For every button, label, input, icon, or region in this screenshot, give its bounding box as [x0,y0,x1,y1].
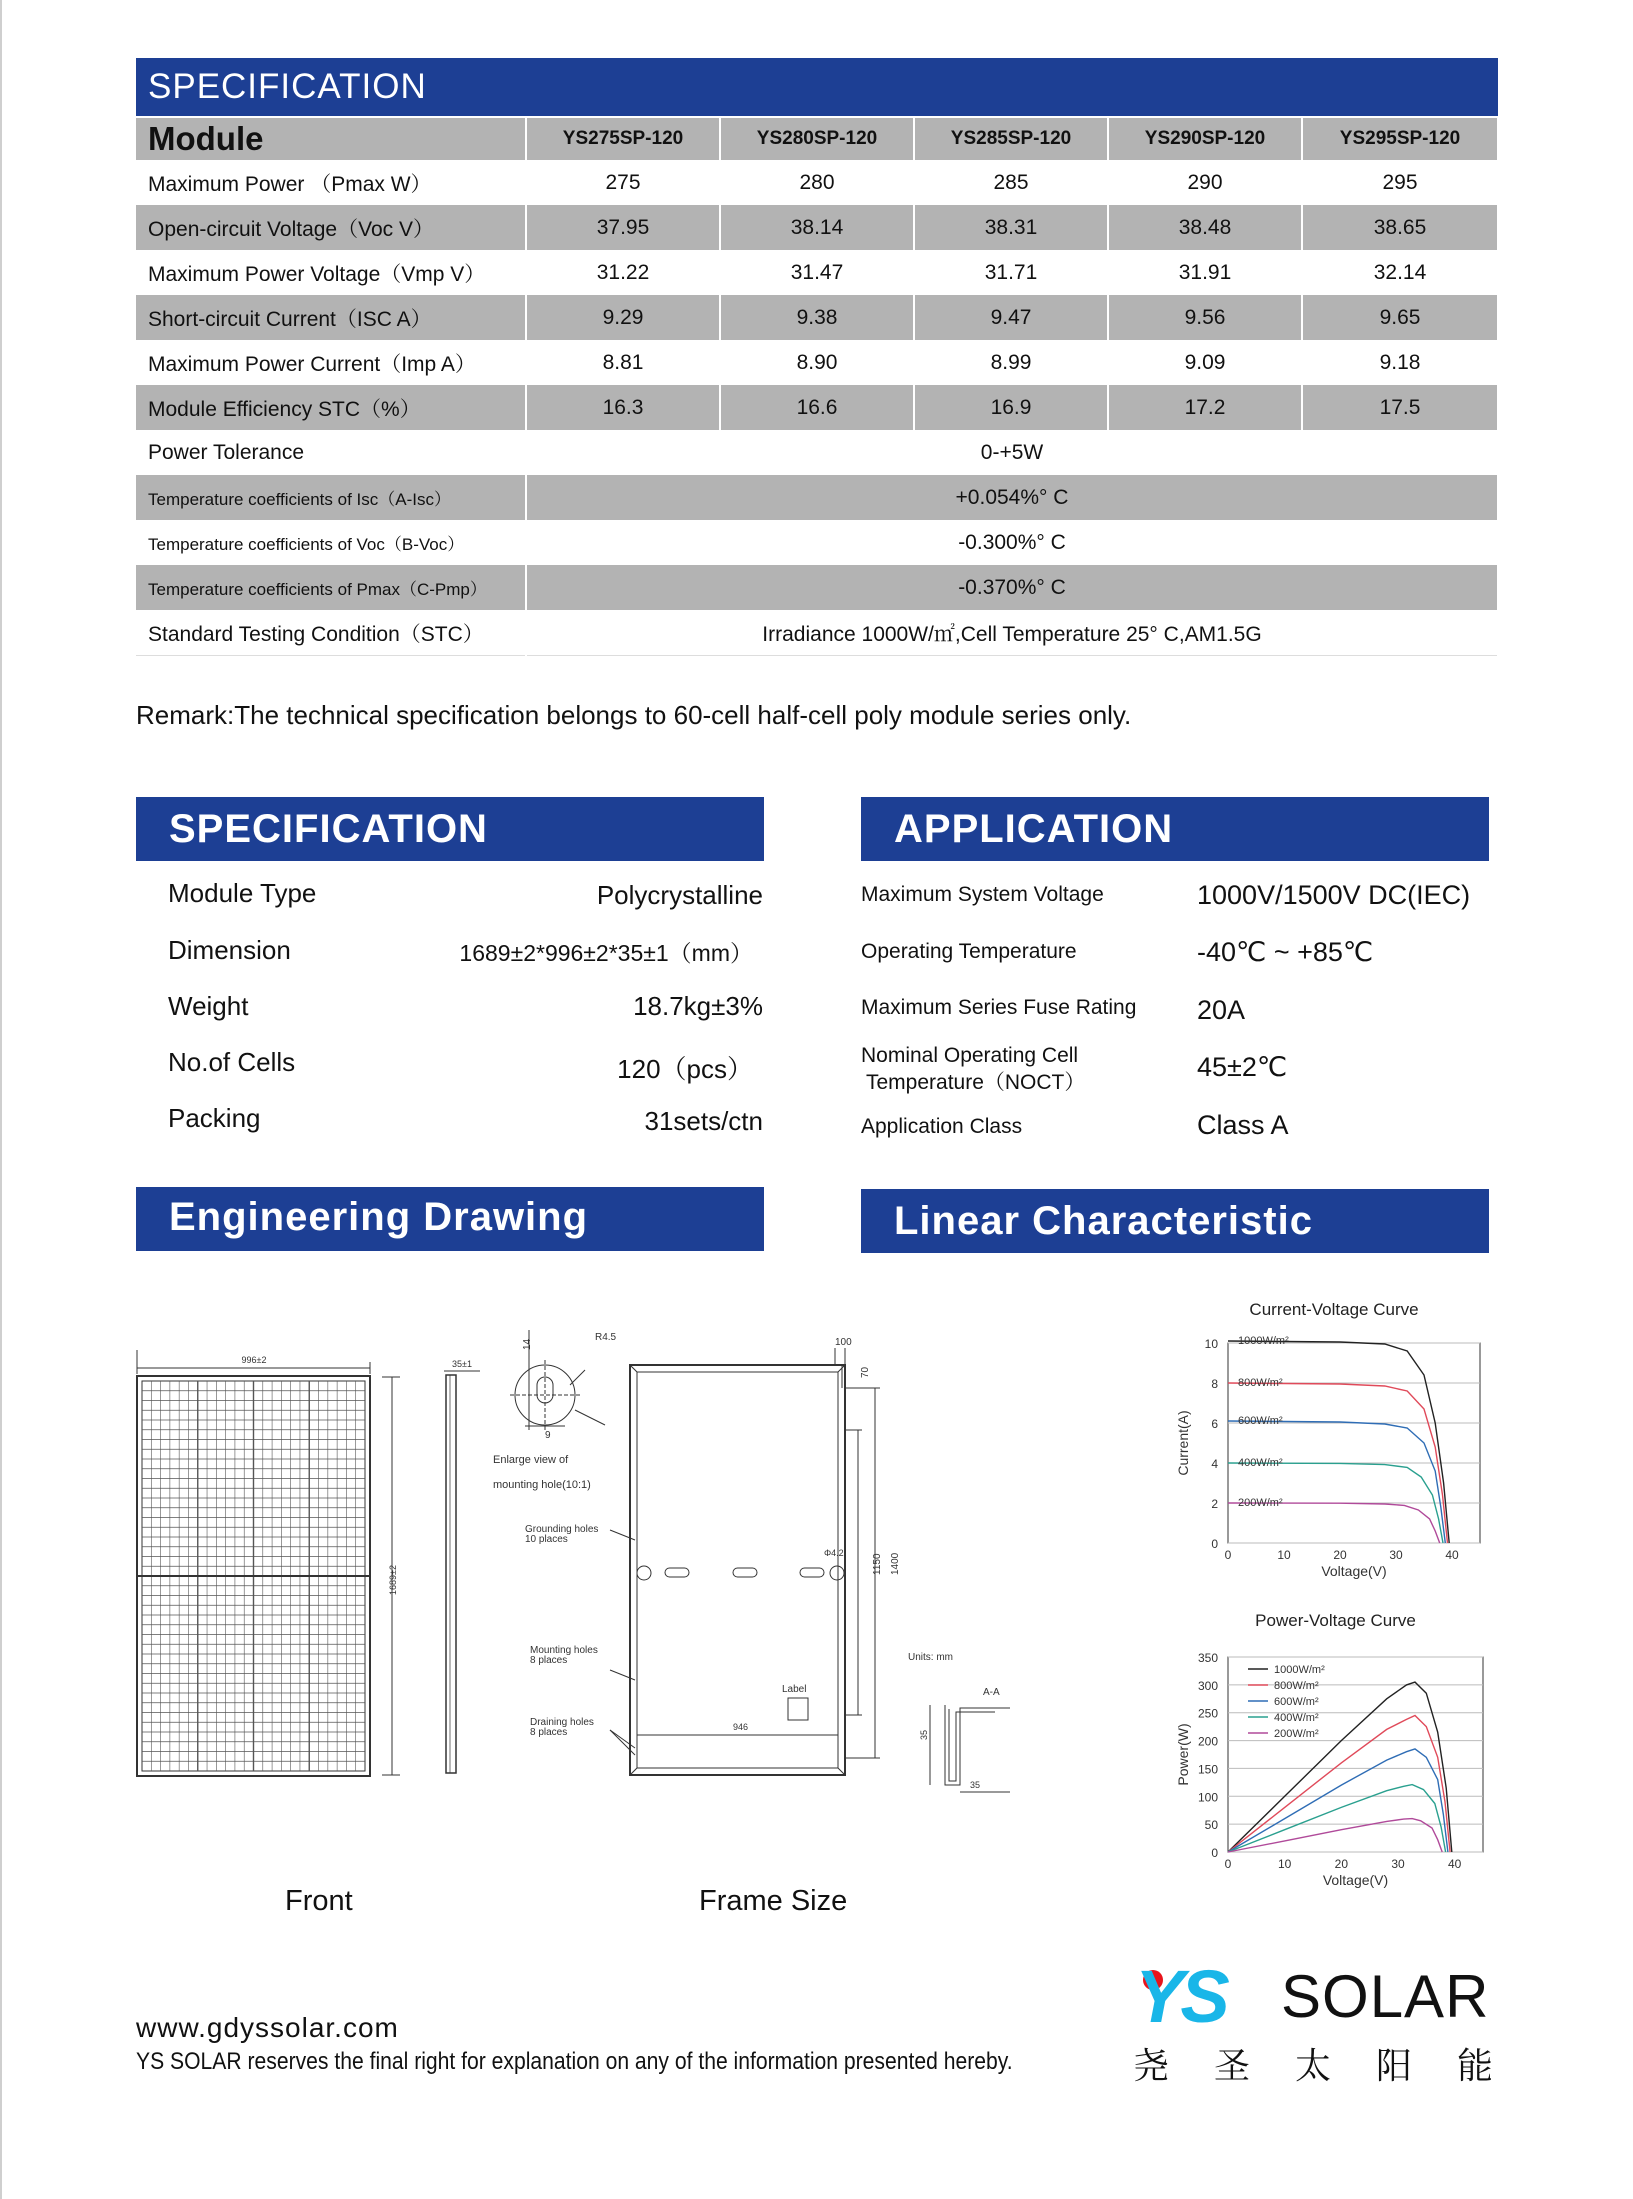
app-value-class: Class A [1197,1110,1289,1140]
cell-value: +0.054%° C [526,475,1498,520]
y-tick-label: 6 [1211,1417,1218,1431]
row-label: Maximum Power Voltage（Vmp V） [136,250,526,295]
lbl-mount2: 8 places [530,1655,568,1666]
side-frame [446,1375,456,1773]
logo-cn-char: 阳 [1375,2046,1412,2087]
cell-value: 31.71 [914,250,1108,295]
application-banner: APPLICATION [861,797,1489,861]
cell-value: 9.65 [1302,295,1498,340]
chart-title: Current-Voltage Curve [1249,1300,1419,1319]
model-header: YS295SP-120 [1302,118,1498,160]
series-label: 200W/m² [1238,1497,1283,1509]
cell-value: 17.5 [1302,385,1498,430]
cell-value: 290 [1108,160,1302,205]
series-label: 1000W/m² [1238,1335,1289,1347]
lbl-14: 14 [522,1338,533,1350]
app-value-fuse-rating: 20A [1197,995,1246,1025]
app-value-noct: 45±2℃ [1197,1052,1288,1082]
website-link[interactable]: www.gdyssolar.com [136,2012,399,2043]
series-label: 600W/m² [1238,1415,1283,1427]
x-tick-label: 40 [1447,1857,1462,1871]
mech-value-weight: 18.7kg±3% [633,991,763,1021]
cell-value: 37.95 [526,205,720,250]
x-axis-label: Voltage(V) [1322,1872,1389,1888]
x-tick-label: 30 [1389,1548,1403,1562]
mech-spec-banner: SPECIFICATION [136,797,764,861]
x-tick-label: 0 [1224,1857,1232,1871]
x-tick-label: 20 [1334,1857,1349,1871]
app-label-noct-line2: Temperature（NOCT） [866,1071,1086,1094]
app-value-system-voltage: 1000V/1500V DC(IEC) [1197,880,1471,910]
cell-value: 280 [720,160,914,205]
cell-value: -0.370%° C [526,565,1498,610]
legend-label: 1000W/m² [1274,1664,1325,1676]
lbl-phi: Φ4.2 [824,1548,844,1558]
lbl-r: R4.5 [595,1332,617,1343]
cell-value: 9.09 [1108,340,1302,385]
y-tick-label: 4 [1211,1457,1218,1471]
lbl-label: Label [782,1684,807,1695]
logo-ys-mark: YS [1135,1955,1226,2038]
legend-label: 200W/m² [1274,1728,1319,1740]
logo-cn-char: 能 [1456,2046,1493,2087]
cell-value: 16.3 [526,385,720,430]
table-row [136,520,1498,565]
table-row [136,205,1498,250]
frame-size-drawing [490,1330,1020,1800]
frame-caption: Frame Size [699,1885,848,1917]
y-tick-label: 8 [1211,1377,1218,1391]
table-row [136,610,1498,656]
logo-cn-char: 尧 [1133,2046,1170,2087]
row-label: Standard Testing Condition（STC） [136,610,526,656]
table-row [136,340,1498,385]
cell-value: 8.81 [526,340,720,385]
logo-solar-text: SOLAR [1281,1963,1490,2030]
linear-banner: Linear Characteristic [861,1189,1489,1253]
cell-value: 8.90 [720,340,914,385]
mech-label-packing: Packing [168,1103,261,1133]
y-axis-label: Current(A) [1175,1410,1191,1476]
ys-solar-logo [1133,1955,1493,2087]
y-axis-label: Power(W) [1175,1723,1191,1786]
remark-text: Remark:The technical specification belongs to 60-cell half-cell poly module series only. [136,700,1132,730]
cell-value: 17.2 [1108,385,1302,430]
lbl-units: Units: mm [908,1652,953,1663]
y-tick-label: 2 [1211,1497,1218,1511]
y-tick-label: 300 [1197,1678,1218,1693]
logo-cn-char: 圣 [1213,2046,1250,2087]
y-tick-label: 200 [1197,1734,1218,1749]
mech-value-module-type: Polycrystalline [596,880,763,910]
table-row [136,430,1498,475]
engineering-banner: Engineering Drawing [136,1187,764,1251]
x-tick-label: 30 [1391,1857,1405,1871]
cell-value: 295 [1302,160,1498,205]
model-header: YS290SP-120 [1108,118,1302,160]
cell-value: 38.31 [914,205,1108,250]
dim-depth: 35±1 [452,1359,472,1369]
lbl-35a: 35 [919,1729,929,1740]
cell-value: 8.99 [914,340,1108,385]
app-label-operating-temp: Operating Temperature [861,940,1077,963]
cell-value: 38.65 [1302,205,1498,250]
table-row [136,295,1498,340]
cell-value: 9.47 [914,295,1108,340]
row-label: Open-circuit Voltage（Voc V） [136,205,526,250]
row-label: Maximum Power Current（Imp A） [136,340,526,385]
cell-value: 285 [914,160,1108,205]
cell-value: 9.29 [526,295,720,340]
y-tick-label: 100 [1197,1790,1218,1805]
y-tick-label: 250 [1197,1706,1218,1721]
legend-label: 400W/m² [1274,1712,1319,1724]
lbl-1150: 1150 [872,1553,883,1575]
y-tick-label: 50 [1204,1818,1218,1833]
x-tick-label: 10 [1277,1548,1291,1562]
model-header: YS285SP-120 [914,118,1108,160]
mech-label-module-type: Module Type [168,878,317,908]
cell-value: 38.14 [720,205,914,250]
mech-value-packing: 31sets/ctn [644,1106,763,1136]
lbl-enlarge1: Enlarge view of [493,1454,569,1466]
cell-value: Irradiance 1000W/㎡,Cell Temperature 25° C,AM1.5G [526,610,1498,656]
cell-value: 16.6 [720,385,914,430]
row-label: Short-circuit Current（ISC A） [136,295,526,340]
x-axis-label: Voltage(V) [1321,1563,1387,1579]
spec-table-header-row [136,118,1498,160]
lbl-946: 946 [733,1722,749,1732]
iv-curve-chart [1160,1295,1510,1595]
lbl-70: 70 [860,1366,871,1378]
app-label-system-voltage: Maximum System Voltage [861,883,1104,906]
lbl-ground1: Grounding holes [525,1524,599,1535]
mech-value-cells: 120（pcs） [617,1054,753,1084]
side-view-drawing [440,1355,480,1775]
dim-height: 1689±2 [388,1565,398,1595]
cell-value: 31.22 [526,250,720,295]
x-tick-label: 0 [1224,1548,1232,1562]
cell-value: 0-+5W [526,430,1498,475]
legend-label: 800W/m² [1274,1680,1319,1692]
cell-value: 9.38 [720,295,914,340]
table-row [136,475,1498,520]
mech-label-cells: No.of Cells [168,1047,296,1077]
app-label-fuse-rating: Maximum Series Fuse Rating [861,996,1137,1019]
chart-title: Power-Voltage Curve [1255,1611,1416,1630]
row-label: Temperature coefficients of Voc（B-Voc） [136,520,526,565]
y-tick-label: 0 [1211,1846,1218,1860]
model-header: YS275SP-120 [526,118,720,160]
x-tick-label: 20 [1333,1548,1347,1562]
legend-label: 600W/m² [1274,1696,1319,1708]
row-label: Temperature coefficients of Isc（A-Isc） [136,475,526,520]
row-label: Maximum Power （Pmax W） [136,160,526,205]
mech-label-weight: Weight [168,991,249,1021]
y-tick-label: 350 [1197,1651,1218,1665]
cell-value: 31.47 [720,250,914,295]
spec-table [136,118,1499,656]
table-row [136,250,1498,295]
lbl-1400: 1400 [890,1552,901,1575]
cell-value: 38.48 [1108,205,1302,250]
lbl-aa: A-A [983,1687,1000,1698]
front-caption: Front [285,1885,353,1917]
row-label: Power Tolerance [136,430,526,475]
app-value-operating-temp: -40℃ ~ +85℃ [1197,937,1374,967]
series-label: 800W/m² [1238,1377,1283,1389]
app-label-class: Application Class [861,1115,1023,1138]
cell-value: 31.91 [1108,250,1302,295]
pv-curve-chart [1160,1602,1510,1902]
cell-value: 32.14 [1302,250,1498,295]
lbl-drain1: Draining holes [530,1717,594,1728]
lbl-mount1: Mounting holes [530,1645,598,1656]
module-header: Module [136,118,526,160]
cell-value: 16.9 [914,385,1108,430]
table-row [136,160,1498,205]
y-tick-label: 0 [1211,1537,1218,1551]
lbl-100: 100 [835,1337,852,1348]
page-left-edge [0,0,2,2199]
lbl-enlarge2: mounting hole(10:1) [493,1479,591,1491]
lbl-9: 9 [545,1430,551,1441]
mech-label-dimension: Dimension [168,935,291,965]
row-label: Temperature coefficients of Pmax（C-Pmp） [136,565,526,610]
lbl-ground2: 10 places [525,1534,568,1545]
y-tick-label: 10 [1204,1337,1218,1351]
x-tick-label: 10 [1277,1857,1292,1871]
row-label: Module Efficiency STC（%） [136,385,526,430]
x-tick-label: 40 [1445,1548,1459,1562]
lbl-drain2: 8 places [530,1727,568,1738]
spec-table-title: SPECIFICATION [136,58,1498,116]
cell-value: -0.300%° C [526,520,1498,565]
series-label: 400W/m² [1238,1457,1283,1469]
cell-value: 9.56 [1108,295,1302,340]
mech-value-dimension: 1689±2*996±2*35±1（mm） [459,940,753,966]
logo-cn-text [1133,2038,1493,2089]
logo-cn-char: 太 [1294,2046,1331,2087]
cell-value: 9.18 [1302,340,1498,385]
dim-width: 996±2 [241,1355,267,1365]
app-label-noct: Nominal Operating Cell [861,1044,1079,1067]
y-tick-label: 150 [1197,1762,1218,1777]
lbl-35b: 35 [970,1780,981,1790]
table-row [136,385,1498,430]
model-header: YS280SP-120 [720,118,914,160]
disclaimer-text: YS SOLAR reserves the final right for explanation on any of the information presented hereby. [136,2048,1013,2075]
table-row [136,565,1498,610]
cell-value: 275 [526,160,720,205]
